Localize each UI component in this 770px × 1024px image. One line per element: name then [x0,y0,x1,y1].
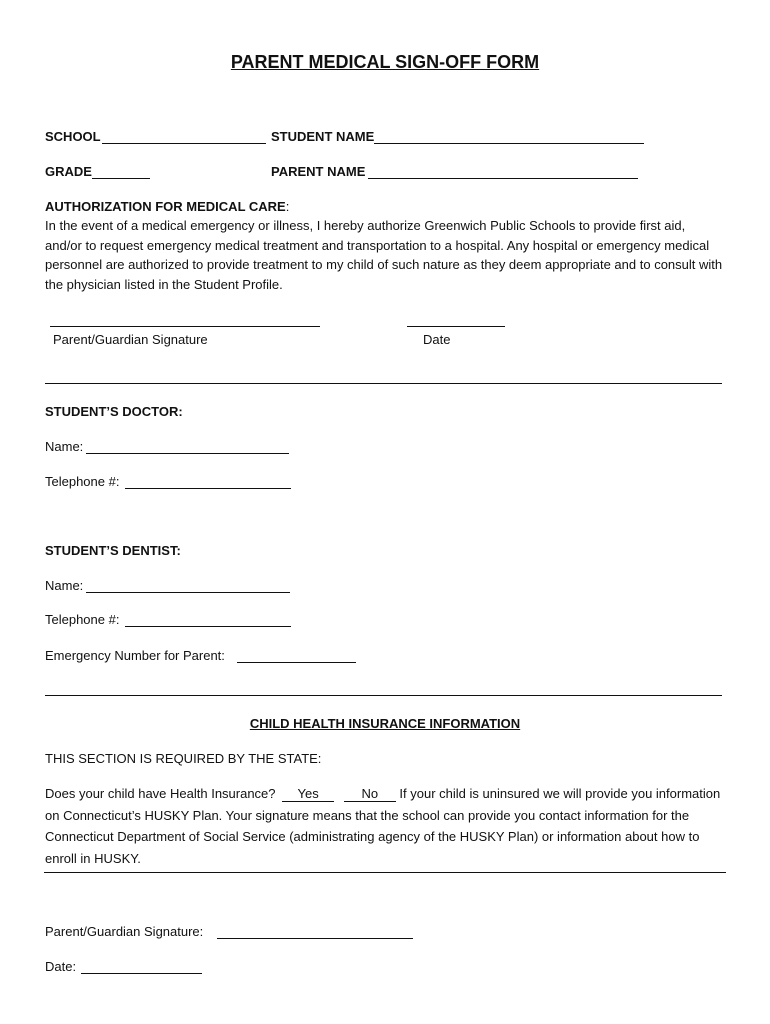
authorization-heading-row [45,199,289,214]
insurance-yes-label: Yes [297,786,319,801]
student-name-field[interactable] [374,143,644,144]
doctor-name-label: Name: [45,439,84,454]
insurance-no-label: No [361,786,379,801]
insurance-no-option[interactable] [344,787,396,802]
parent-signature-label: Parent/Guardian Signature [53,332,208,347]
doctor-name-field[interactable] [86,453,289,454]
authorization-text: In the event of a medical emergency or illness, I hereby authorize Greenwich Public Schools to provide first aid, and/or to request emergency medical treatment and transportation to a hospital. Any hospital or emergency medical personnel are authorized to provide treatment to my child of such nature as they deem appropriate and to consult with the physician listed in the Student Profile. [45,218,723,292]
insurance-heading: CHILD HEALTH INSURANCE INFORMATION [249,716,521,731]
grade-field[interactable] [92,178,150,179]
insurance-yes-option[interactable] [282,787,334,802]
parent-name-field[interactable] [368,178,638,179]
dentist-phone-field[interactable] [125,626,291,627]
emergency-number-label: Emergency Number for Parent: [45,648,225,663]
insurance-required-note: THIS SECTION IS REQUIRED BY THE STATE: [45,751,322,766]
footer-date-field[interactable] [81,973,202,974]
signature-date-label: Date [423,332,451,347]
emergency-number-field[interactable] [237,662,356,663]
school-field[interactable] [102,143,266,144]
form-title: PARENT MEDICAL SIGN-OFF FORM [230,52,540,72]
parent-signature-field[interactable] [50,326,320,327]
authorization-heading: AUTHORIZATION FOR MEDICAL CARE [45,199,286,214]
doctor-phone-label: Telephone #: [45,474,120,489]
signature-date-field[interactable] [407,326,505,327]
insurance-text: If your child is uninsured we will provide you information on Connecticut’s HUSKY Plan. Your signature means that the school can provide you contact information for the Connecticut Department of Social Service (administrating agency of the HUSKY Plan) or information about how to enroll in HUSKY. [45,786,721,866]
insurance-question: Does your child have Health Insurance? [45,786,276,801]
footer-date-label: Date: [45,959,77,974]
dentist-name-field[interactable] [86,592,290,593]
doctor-phone-field[interactable] [125,488,291,489]
parent-name-label: PARENT NAME [271,164,366,179]
dentist-heading: STUDENT’S DENTIST: [45,543,181,558]
student-name-label: STUDENT NAME [271,129,375,144]
insurance-divider [45,695,722,696]
footer-signature-label: Parent/Guardian Signature: [45,924,204,939]
insurance-bottom-divider [44,872,726,873]
doctor-heading: STUDENT’S DOCTOR: [45,404,183,419]
insurance-paragraph [45,783,730,869]
school-label: SCHOOL [45,129,101,144]
dentist-name-label: Name: [45,578,84,593]
dentist-phone-label: Telephone #: [45,612,120,627]
authorization-colon: : [285,199,290,214]
section-divider [45,383,722,384]
grade-label: GRADE [45,164,92,179]
footer-signature-field[interactable] [217,938,413,939]
